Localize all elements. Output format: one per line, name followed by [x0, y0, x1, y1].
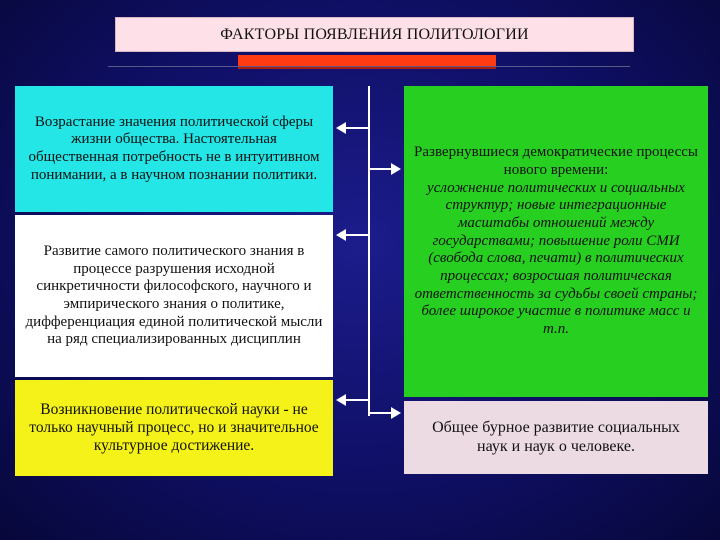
factor-text: Возникновение политической науки - не только научный процесс, но и значительное культурное достижение. [29, 400, 319, 455]
arrow-left-icon [345, 127, 368, 129]
factor-items: усложнение политических и социальных структур; новые интеграционные масштабы отношений между государствами; повышение роли СМИ (свобода слова, печати) в политических процессах; возросшая политическая ответственность за судьбы своей страны; более широкое участие в политике масс и т.п. [414, 179, 698, 338]
factor-heading: Развернувшиеся демократические процессы нового времени: [414, 144, 698, 178]
arrow-right-icon [370, 412, 392, 414]
factor-box-political-science [15, 380, 333, 476]
factor-text: Развитие самого политического знания в процессе разрушения исходной синкретичности философского, научного и эмпирического знания о политике, дифференциация единой политической мысли на ряд специализированных дисциплин [25, 242, 323, 348]
factor-text: Общее бурное развитие социальных наук и наук о человеке. [432, 418, 680, 455]
arrow-left-icon [345, 234, 368, 236]
factor-box-democratic-processes [404, 86, 708, 397]
factor-box-political-sphere [15, 86, 333, 212]
factor-box-social-sciences [404, 401, 708, 474]
title-box [115, 17, 634, 52]
factor-text: Возрастание значения политической сферы жизни общества. Настоятельная общественная потребность не в интуитивном понимании, а в научном познании политики. [28, 113, 320, 183]
page-title: ФАКТОРЫ ПОЯВЛЕНИЯ ПОЛИТОЛОГИИ [220, 25, 529, 43]
red-accent-underline [238, 67, 496, 69]
arrow-right-icon [370, 168, 392, 170]
connector-vertical-line [368, 86, 370, 416]
factor-box-political-knowledge [15, 215, 333, 377]
arrow-left-icon [345, 399, 368, 401]
title-divider-line [108, 66, 630, 67]
